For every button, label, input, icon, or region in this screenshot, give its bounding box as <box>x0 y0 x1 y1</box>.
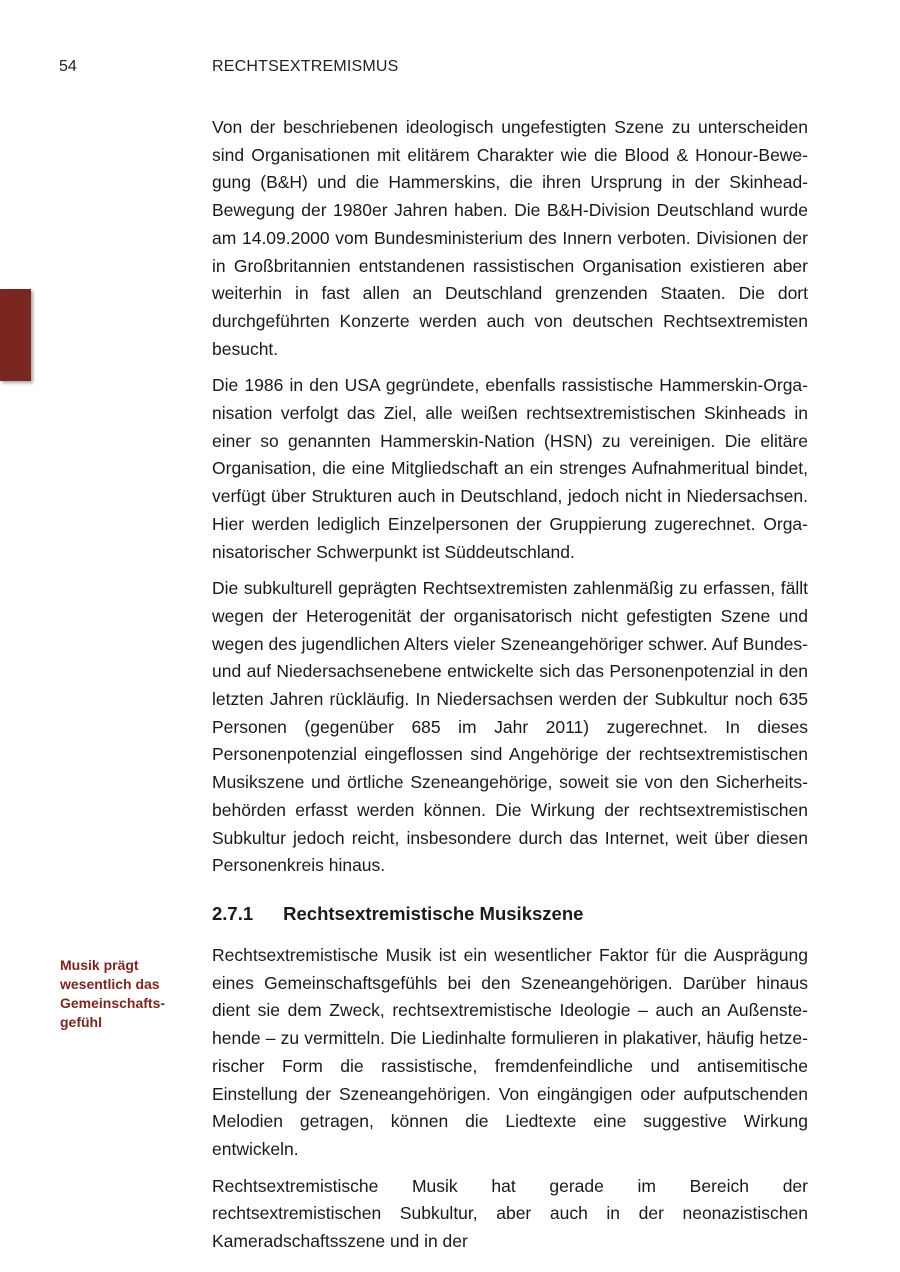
margin-note-line: Musik prägt <box>60 957 139 973</box>
margin-note-line: wesentlich das <box>60 976 160 992</box>
paragraph: Die subkulturell geprägten Rechtsextremisten zahlenmäßig zu erfassen, fällt wegen der Heterogenität der organisatorisch nicht gefestigten Szene und wegen des jugendlichen Alters vieler Szeneangehöriger schwer. Auf Bundes- und auf Niedersachsenebene entwickelte sich das Personenpotenzial in den letzten Jahren rückläufig. In Niedersachsen werden der Subkultur noch 635 Personen (gegenüber 685 im Jahr 2011) zugerechnet. In dieses Personenpotenzial eingeflossen sind Angehörige der rechtsextremistischen Musikszene und örtliche Szeneangehörige, soweit sie von den Sicherheitsbehörden erfasst werden können. Die Wirkung der rechtsextremistischen Subkultur jedoch reicht, insbesondere durch das Internet, weit über diesen Personenkreis hinaus. <box>212 578 808 876</box>
paragraph: Rechtsextremistische Musik hat gerade im Bereich der rechtsextremistischen Subkultur, aber auch in der neonazistischen Kameradschaftsszene und in der <box>212 1175 808 1252</box>
section-title: Rechtsextremistische Musikszene <box>283 902 584 924</box>
section-heading <box>212 900 808 928</box>
margin-note <box>60 956 180 1032</box>
margin-note-line: gefühl <box>60 1014 102 1030</box>
section-number: 2.7.1 <box>212 902 254 924</box>
paragraph: Von der beschriebenen ideologisch ungefestigten Szene zu unterscheiden sind Organisationen mit elitärem Charakter wie die Blood & Honour-Bewegung (B&H) und die Hammerskins, die ihren Ursprung in der Skinhead-Bewegung der 1980er Jahren haben. Die B&H-Division Deutschland wurde am 14.09.2000 vom Bundesministerium des Innern verboten. Divisionen der in Großbritannien entstandenen rassistischen Organisation existieren aber weiterhin in fast allen an Deutschland grenzenden Staaten. Die dort durchgeführten Konzerte werden auch von deutschen Rechtsextremisten besucht. <box>212 117 808 359</box>
paragraph: Rechtsextremistische Musik ist ein wesentlicher Faktor für die Ausprägung eines Gemeinschaftsgefühls bei den Szeneangehörigen. Darüber hinaus dient sie dem Zweck, rechtsextremistische Ideologie – auch an Außenstehende – zu vermitteln. Die Liedinhalte formulieren in plakativer, häufig hetzerischer Form die rassistische, fremdenfeindliche und antisemitische Einstellung der Szeneangehörigen. Von eingängigen oder aufputschenden Melodien getragen, können die Liedtexte eine suggestive Wirkung entwickeln. <box>212 944 808 1159</box>
paragraph: Die 1986 in den USA gegründete, ebenfalls rassistische Hammerskin-Organisation verfolgt das Ziel, alle weißen rechtsextremistischen Skinheads in einer so genannten Hammerskin-Nation (HSN) zu vereinigen. Die elitäre Organisation, die eine Mitgliedschaft an ein strenges Aufnahmeritual bindet, verfügt über Strukturen auch in Deutschland, jedoch nicht in Niedersachsen. Hier werden lediglich Einzelpersonen der Gruppierung zugerechnet. Organisatorischer Schwerpunkt ist Süddeutschland. <box>212 375 808 562</box>
running-title: RECHTSEXTREMISMUS <box>212 58 399 75</box>
margin-note-line: Gemeinschafts- <box>60 995 166 1011</box>
chapter-side-tab <box>0 289 31 381</box>
body-text-column <box>212 114 808 1265</box>
page-number: 54 <box>59 58 77 75</box>
